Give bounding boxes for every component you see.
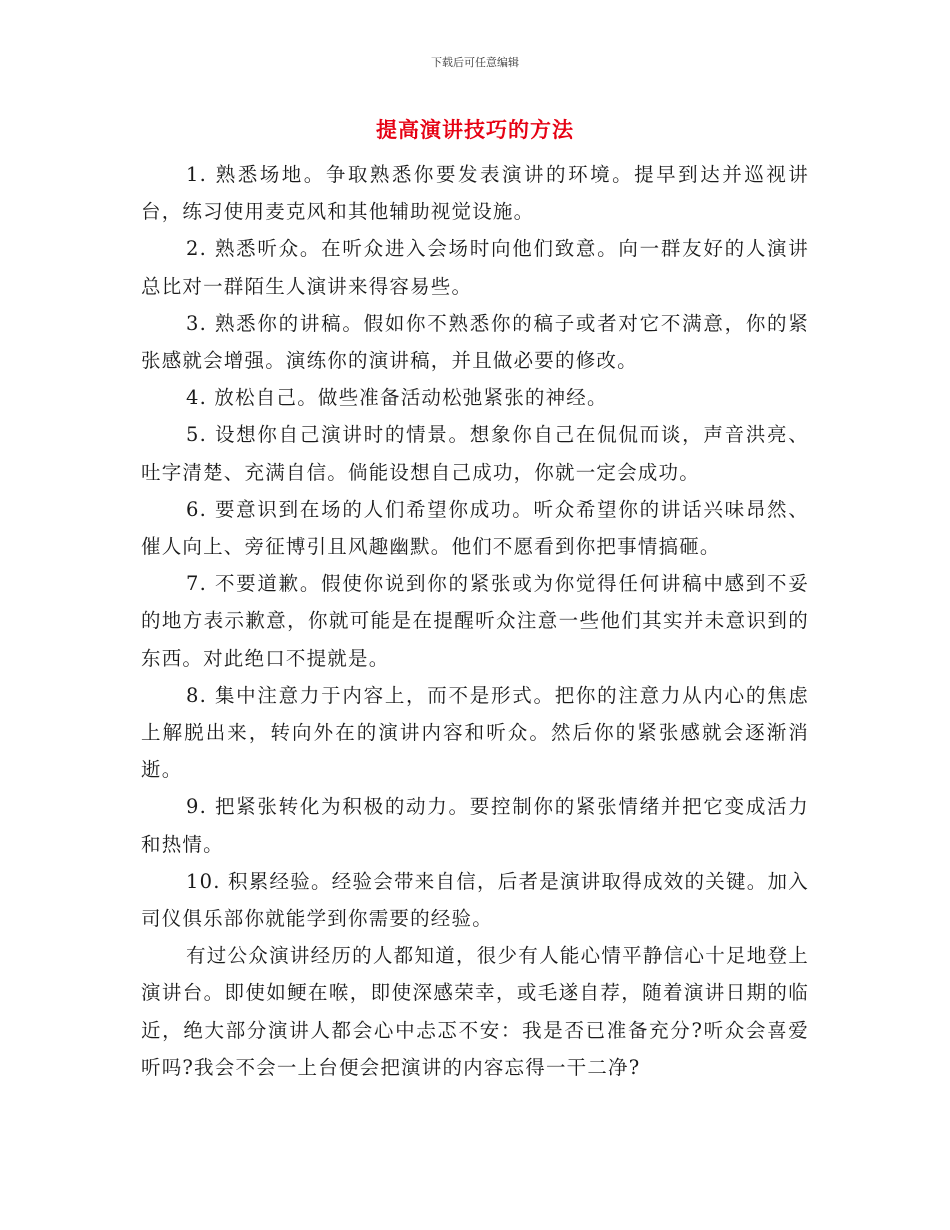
paragraph-tip-8: 8. 集中注意力于内容上，而不是形式。把你的注意力从内心的焦虑上解脱出来，转向外在的演讲内容和听众。然后你的紧张感就会逐渐消逝。 [141,683,809,782]
paragraph-tip-5: 5. 设想你自己演讲时的情景。想象你自己在侃侃而谈，声音洪亮、吐字清楚、充满自信。倘能设想自己成功，你就一定会成功。 [141,423,809,484]
paragraph-tip-9: 9. 把紧张转化为积极的动力。要控制你的紧张情绪并把它变成活力和热情。 [141,795,809,856]
paragraph-tip-3: 3. 熟悉你的讲稿。假如你不熟悉你的稿子或者对它不满意，你的紧张感就会增强。演练你的演讲稿，并且做必要的修改。 [141,311,809,373]
header-note: 下载后可任意编辑 [431,56,519,69]
paragraph-tip-2: 2. 熟悉听众。在听众进入会场时向他们致意。向一群友好的人演讲总比对一群陌生人演讲来得容易些。 [141,237,809,298]
paragraph-tip-10: 10. 积累经验。经验会带来自信，后者是演讲取得成效的关键。加入司仪俱乐部你就能学到你需要的经验。 [141,869,809,931]
paragraph-tip-7: 7. 不要道歉。假使你说到你的紧张或为你觉得任何讲稿中感到不妥的地方表示歉意，你就可能是在提醒听众注意一些他们其实并未意识到的东西。对此绝口不提就是。 [141,572,809,670]
paragraph-closing: 有过公众演讲经历的人都知道，很少有人能心情平静信心十足地登上演讲台。即使如鲠在喉，即使深感荣幸，或毛遂自荐，随着演讲日期的临近，绝大部分演讲人都会心中忐忑不安：我是否已准备充分?听众会喜爱听吗?我会不会一上台便会把演讲的内容忘得一干二净? [141,944,809,1079]
document-body [141,156,809,1086]
document-title: 提高演讲技巧的方法 [376,117,574,142]
paragraph-tip-1: 1. 熟悉场地。争取熟悉你要发表演讲的环境。提早到达并巡视讲台，练习使用麦克风和其他辅助视觉设施。 [141,163,809,224]
paragraph-tip-6: 6. 要意识到在场的人们希望你成功。听众希望你的讲话兴味昂然、催人向上、旁征博引且风趣幽默。他们不愿看到你把事情搞砸。 [141,497,809,559]
paragraph-tip-4: 4. 放松自己。做些准备活动松弛紧张的神经。 [186,386,608,410]
